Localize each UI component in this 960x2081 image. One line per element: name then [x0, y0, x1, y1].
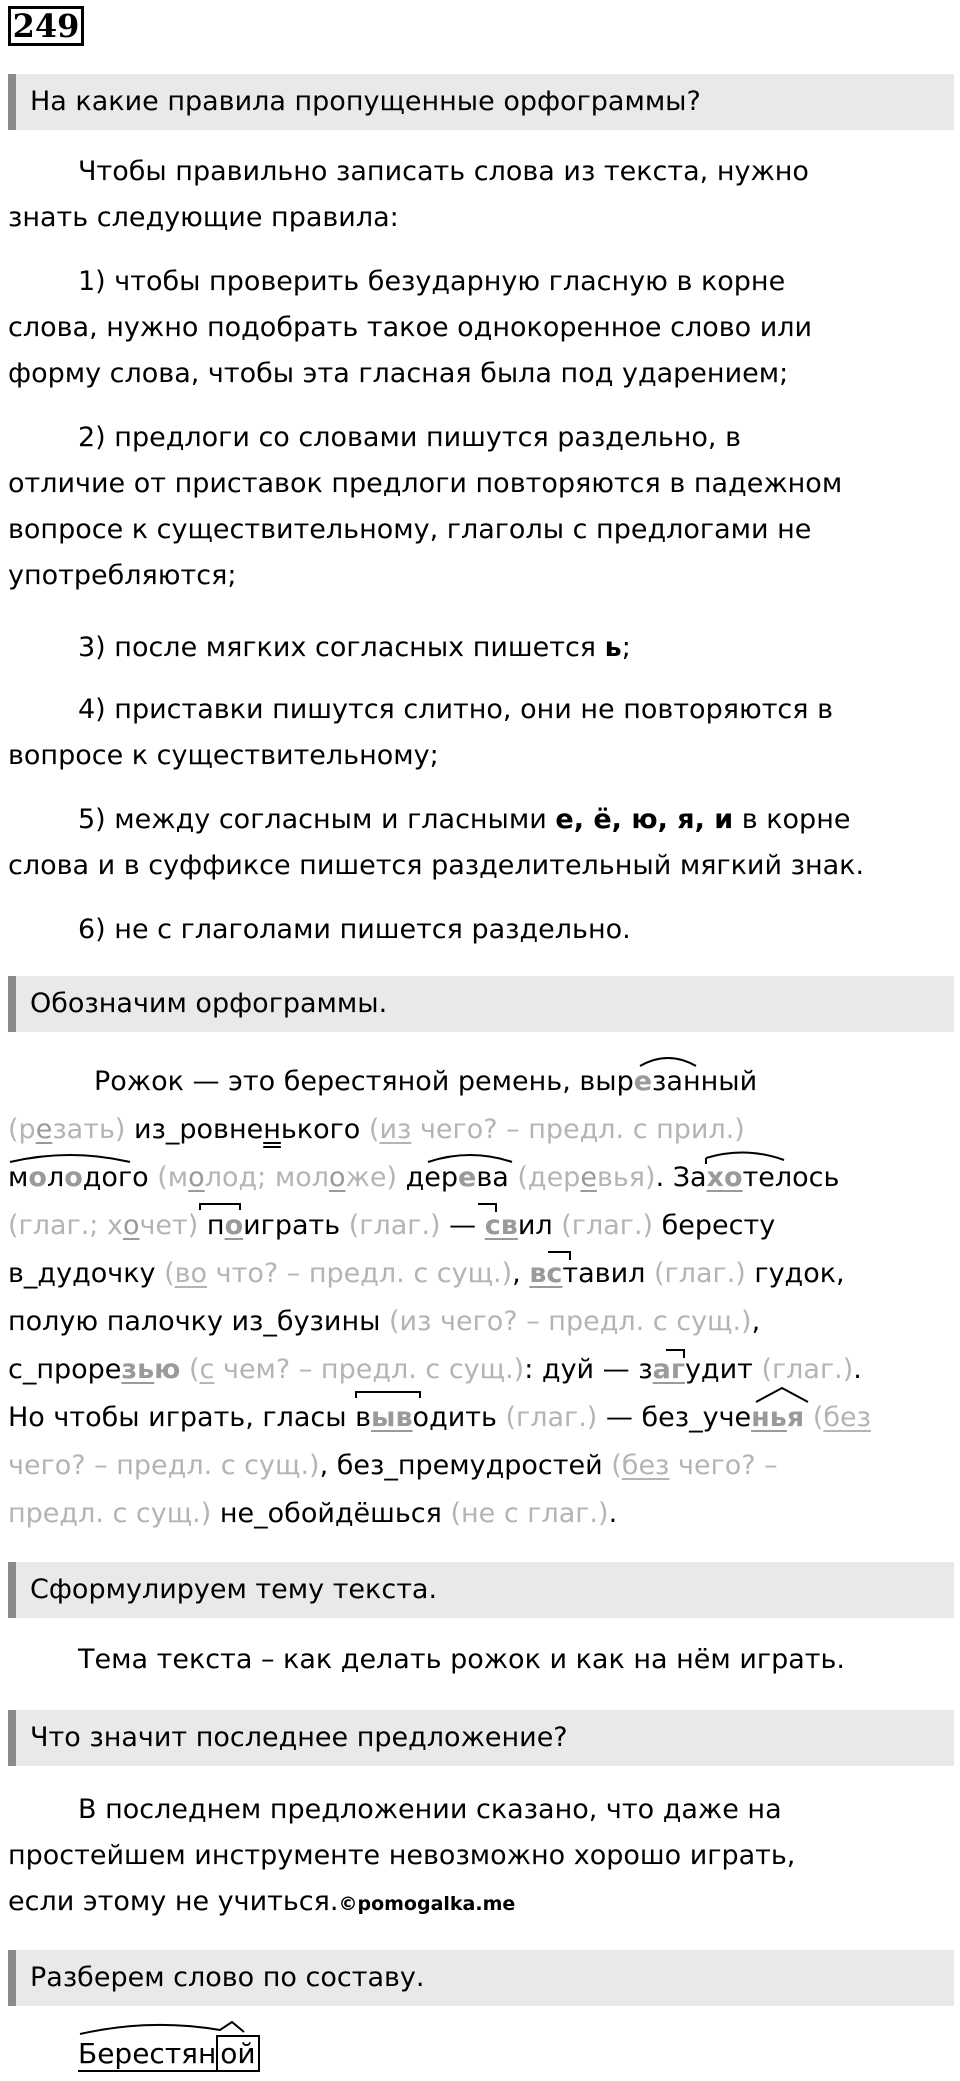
root-arc-mark: [10, 1155, 130, 1162]
rule-2-line: вопросе к существительному, глаголы с предлогами не: [8, 514, 812, 545]
prefix-mark: [666, 1350, 684, 1358]
question-header-theme: [8, 1562, 954, 1618]
prefix-mark: [548, 1252, 570, 1260]
prefix-mark: [356, 1392, 420, 1398]
question-text: Обозначим орфограммы.: [30, 988, 388, 1019]
rule-3-line: 3) после мягких согласных пишется ь;: [78, 632, 631, 663]
root-arc-mark: [706, 1152, 784, 1160]
prefix-mark: [478, 1204, 496, 1212]
text-line-7: с_прорезью (с чем? – предл. с сущ.): дуй — загудит (глаг.).: [8, 1354, 862, 1385]
meaning-line: если этому не учиться.©pomogalka.me: [8, 1886, 516, 1917]
text-line-4: (глаг.; хочет) поиграть (глаг.) — свил (глаг.) бересту: [8, 1210, 776, 1241]
text-line-2: (резать) из_ровненького (из чего? – предл. с прил.): [8, 1114, 745, 1145]
text-line-6: полую палочку из_бузины (из чего? – предл. с сущ.),: [8, 1306, 761, 1337]
question-text: Разберем слово по составу.: [30, 1962, 425, 1993]
word-ending: ой: [216, 2035, 259, 2072]
rule-5-line: 5) между согласным и гласными е, ё, ю, я, и в корне: [78, 804, 851, 835]
rule-1-line: 1) чтобы проверить безударную гласную в корне: [78, 266, 786, 297]
root-arc-mark: [640, 1058, 696, 1066]
question-text: Сформулируем тему текста.: [30, 1574, 438, 1605]
suffix-mark: [756, 1388, 808, 1402]
rule-1-line: форму слова, чтобы эта гласная была под ударением;: [8, 358, 789, 389]
meaning-line: В последнем предложении сказано, что даже на: [78, 1794, 782, 1825]
rule-6-line: 6) не с глаголами пишется раздельно.: [78, 914, 631, 945]
rule-4-line: вопросе к существительному;: [8, 740, 439, 771]
text-line-8: Но чтобы играть, гласы выводить (глаг.) — без_ученья (без: [8, 1402, 871, 1433]
question-header-morphemes: [8, 1950, 954, 2006]
text-line-9: чего? – предл. с сущ.), без_премудростей (без чего? –: [8, 1450, 778, 1481]
rule-2-line: отличие от приставок предлоги повторяются в падежном: [8, 468, 843, 499]
theme-answer: Тема текста – как делать рожок и как на нём играть.: [78, 1644, 845, 1675]
answer-line: знать следующие правила:: [8, 202, 399, 233]
rule-1-line: слова, нужно подобрать такое однокоренное слово или: [8, 312, 813, 343]
word-stem: Берестян: [78, 2037, 217, 2070]
morpheme-word: [78, 2036, 260, 2072]
answer-line: Чтобы правильно записать слова из текста, нужно: [78, 156, 809, 187]
rule-4-line: 4) приставки пишутся слитно, они не повторяются в: [78, 694, 833, 725]
text-line-1: Рожок — это берестяной ремень, вырезанный: [94, 1066, 758, 1097]
text-line-10: предл. с сущ.) не_обойдёшься (не с глаг.).: [8, 1498, 618, 1529]
rule-2-line: 2) предлоги со словами пишутся раздельно, в: [78, 422, 742, 453]
rule-2-line: употребляются;: [8, 560, 237, 591]
meaning-line: простейшем инструменте невозможно хорошо играть,: [8, 1840, 796, 1871]
question-text: Что значит последнее предложение?: [30, 1722, 568, 1753]
task-number: 249: [8, 6, 84, 46]
text-line-3: молодого (молод; моложе) дерева (деревья). Захотелось: [8, 1162, 840, 1193]
rule-5-line: слова и в суффиксе пишется разделительный мягкий знак.: [8, 850, 865, 881]
root-arc-mark: [428, 1155, 512, 1162]
text-line-5: в_дудочку (во что? – предл. с сущ.), вставил (глаг.) гудок,: [8, 1258, 845, 1289]
question-header-meaning: [8, 1710, 954, 1766]
watermark: ©pomogalka.me: [338, 1893, 516, 1915]
prefix-mark: [200, 1204, 240, 1210]
root-roof-mark: [80, 2022, 244, 2034]
question-text: На какие правила пропущенные орфограммы?: [30, 86, 701, 117]
